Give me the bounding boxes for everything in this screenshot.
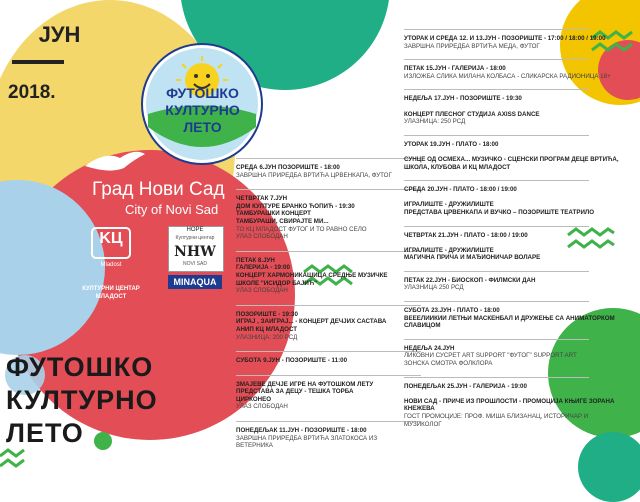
decor-dot-green <box>94 432 112 450</box>
event-divider <box>236 375 421 376</box>
event-details: УЛАЗНИЦА: 200 РСД <box>236 333 298 341</box>
event-heading: ЧЕТВРТАК 7.ЈУН ДОМ КУЛТУРЕ БРАНКО ЋОПИЋ - 19:30 ТАМБУРАШКИ КОНЦЕРТ ТАМБУРАШИ, СВИРАЈТЕ МИ... <box>236 195 355 225</box>
city-name-cyrillic: Град Нови Сад <box>92 179 225 200</box>
event-item <box>236 189 396 241</box>
event-heading: СУБОТА 23.ЈУН - ПЛАТО - 18:00 ВЕЕЕЛИИКИИ ЛЕТЊИ МАСКЕНБАЛ И ДРУЖЕЊЕ СА АНИМАТОРКОМ СЛАВИЦОМ <box>404 307 615 330</box>
event-heading: ПЕТАК 15.ЈУН - ГАЛЕРИЈА - 18:00 <box>404 65 506 73</box>
event-item <box>404 226 619 262</box>
year-label: 2018. <box>8 82 56 103</box>
event-heading: ПОНЕДЕЉАК 25.ЈУН - ГАЛЕРИЈА - 19:00 НОВИ САД - ПРИЧЕ ИЗ ПРОШЛОСТИ - ПРОМОЦИЈА КЊИГЕ ЗОРАНА КНЕЖЕВА <box>404 382 615 413</box>
event-divider <box>404 89 589 90</box>
event-divider <box>404 271 589 272</box>
event-item <box>236 351 396 365</box>
event-heading: ПЕТАК 8.ЈУН ГАЛЕРИЈА - 19:00 КОНЦЕРТ ХАРМОНИКАШИЦА СРЕДЊЕ МУЗИЧКЕ ШКОЛЕ "ИСИДОР БАЈИЋ" <box>236 256 388 287</box>
logo-line-3: ЛЕТО <box>183 119 222 135</box>
events-column-middle <box>236 158 396 460</box>
month-label: ЈУН <box>38 22 81 47</box>
event-divider <box>404 180 589 181</box>
nhw-top: НОРЕ <box>186 227 204 233</box>
event-divider <box>404 135 589 136</box>
event-heading: ЗМАЈЕВЕ ДЕЧЈЕ ИГРЕ НА ФУТОШКОМ ЛЕТУ ПРЕДСТАВА ЗА ДЕЦУ - ТЕШКА ТОРБА ЦИРКОНЕО <box>236 380 374 403</box>
event-heading: ПОЗОРИШТЕ - 19:30 ИГРАЈ , ЗАИГРАЈ... - КОНЦЕРТ ДЕЧЈИХ САСТАВА АНИП КЦ МЛАДОСТ <box>236 310 387 333</box>
event-details: ТО КЦ МЛАДОСТ ФУТОГ И ТО РАВНО СЕЛО УЛАЗ СЛОБОДАН <box>236 225 367 241</box>
event-divider <box>404 301 589 302</box>
event-details: ЛИКОВНИ СУСРЕТ ART SUPPORT "ФУТОГ" SUPPORT ART ЗОНСКА СМОТРА ФОЛКЛОРА <box>404 352 577 368</box>
zigzag-decor-4 <box>0 448 30 470</box>
nhw-mid: Културни центар <box>175 235 215 241</box>
event-details: УЛАЗНИЦА 250 РСД <box>404 284 464 292</box>
event-divider <box>404 29 589 30</box>
event-details: УЛАЗ СЛОБОДАН <box>236 287 288 295</box>
event-divider <box>404 339 589 340</box>
dove-icon <box>80 146 150 176</box>
event-details: УЛАЗ СЛОБОДАН <box>236 403 288 411</box>
kc-small: Mladost <box>100 262 122 268</box>
event-item <box>404 271 619 292</box>
event-divider <box>236 158 421 159</box>
city-name-latin: City of Novi Sad <box>125 202 219 217</box>
event-item <box>236 158 396 179</box>
event-divider <box>404 226 589 227</box>
event-heading: НЕДЕЉА 24.ЈУН <box>404 344 455 352</box>
event-divider <box>236 351 421 352</box>
event-item <box>404 377 619 429</box>
event-heading: НЕДЕЉА 17.ЈУН - ПОЗОРИШТЕ - 19:30 КОНЦЕРТ ПЛЕСНОГ СТУДИЈА AXISS DANCE <box>404 95 540 118</box>
event-details: УЛАЗНИЦА: 250 РСД <box>404 118 466 126</box>
event-divider <box>404 377 589 378</box>
title-line-3: ЛЕТО <box>6 418 84 448</box>
event-heading: СРЕДА 6.ЈУН ПОЗОРИШТЕ - 18:00 <box>236 164 340 171</box>
event-divider <box>236 421 421 422</box>
event-heading: ПЕТАК 22.ЈУН - БИОСКОП - ФИЛМСКИ ДАН <box>404 276 536 284</box>
event-item <box>236 421 396 450</box>
event-divider <box>236 251 421 252</box>
event-heading: УТОРАК 19.ЈУН - ПЛАТО - 18:00 СУНЦЕ ОД ОСМЕХА... МУЗИЧКО - СЦЕНСКИ ПРОГРАМ ДЕЦЕ ВРТИЋА, ШКОЛА, КЛУБОВА И КЦ МЛАДОСТ <box>404 140 619 171</box>
event-heading: ЧЕТВРТАК 21.ЈУН - ПЛАТО - 18:00 / 19:00 ИГРАЛИШТЕ - ДРУЖИЛИШТЕ МАГИЧНА ПРИЧА И МАЂИОНИЧАР ВОЛАРЕ <box>404 231 541 262</box>
event-item <box>404 339 619 368</box>
nhw-mark: NHW <box>174 244 216 260</box>
event-item <box>404 301 619 330</box>
event-details: ГОСТ ПРОМОЦИЈЕ: ПРОФ. МИША БЛИЗАНАЦ, ИСТОРИЧАР И МУЗИКОЛОГ <box>404 413 589 428</box>
event-divider <box>236 189 421 190</box>
event-item <box>236 375 396 411</box>
event-details: ИЗЛОЖБА СЛИКА МИЛАНА КОЛБАСА - СЛИКАРСКА РАДИОНИЦА 18+ <box>404 72 611 80</box>
events-column-right <box>404 29 619 437</box>
decor-circle-teal-small <box>578 432 640 502</box>
logo-line-2: КУЛТУРНО <box>165 102 240 118</box>
event-item <box>404 59 619 80</box>
title-line-2: КУЛТУРНО <box>6 385 158 415</box>
event-divider <box>236 305 421 306</box>
event-item <box>404 135 619 171</box>
event-item <box>236 251 396 295</box>
event-item <box>404 180 619 216</box>
minaqua-logo: MINAQUA <box>168 275 222 289</box>
event-heading: СУБОТА 9.ЈУН - ПОЗОРИШТЕ - 11:00 <box>236 357 348 365</box>
logo-line-1: ФУТОШКО <box>166 85 239 101</box>
event-item <box>404 89 619 125</box>
kc-initials: KЦ <box>99 230 123 247</box>
event-details: ЗАВРШНА ПРИРЕДБА ВРТИЋА ЦРВЕНКАПА, ФУТОГ <box>236 171 392 179</box>
event-heading: УТОРАК И СРЕДА 12. И 13.ЈУН - ПОЗОРИШТЕ - 17:00 / 18:00 / 19:00 <box>404 35 606 42</box>
title-line-1: ФУТОШКО <box>6 352 154 382</box>
event-details: ЗАВРШНА ПРИРЕДБА ВРТИЋА ЗЛАТОКОСА ИЗ ВЕТЕРНИКА <box>236 434 378 450</box>
event-item <box>404 29 619 50</box>
kc-label: КУЛТУРНИ ЦЕНТАР МЛАДОСТ <box>82 286 140 300</box>
divider-bar <box>12 60 64 64</box>
event-heading: ПОНЕДЕЉАК 11.ЈУН - ПОЗОРИШТЕ - 18:00 <box>236 427 367 435</box>
event-heading: СРЕДА 20.ЈУН - ПЛАТО - 18:00 / 19:00 ИГРАЛИШТЕ - ДРУЖИЛИШТЕ ПРЕДСТАВА ЦРВЕНКАПА И ВУЧКО – ПОЗОРИШТЕ ТЕАТРИЛО <box>404 186 595 216</box>
event-details: ЗАВРШНА ПРИРЕДБА ВРТИЋА МЕДА, ФУТОГ <box>404 42 540 50</box>
nhw-bottom: NOVI SAD <box>183 261 207 267</box>
event-divider <box>404 59 589 60</box>
event-item <box>236 305 396 341</box>
logo-text <box>140 85 265 136</box>
